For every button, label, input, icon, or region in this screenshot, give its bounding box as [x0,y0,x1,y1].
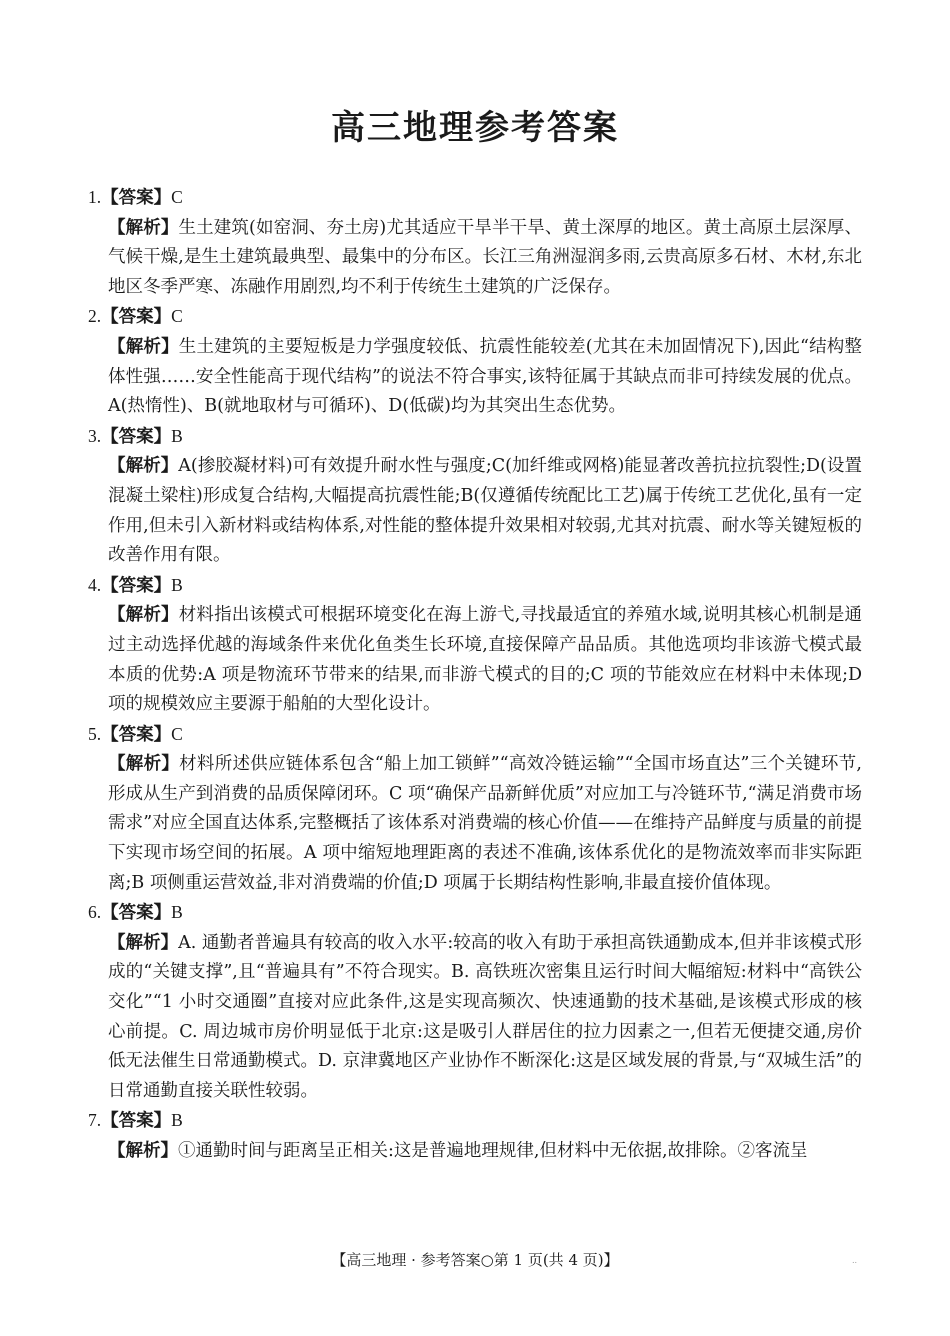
analysis-tag: 【解析】 [108,456,179,477]
answer-line [88,302,862,333]
analysis-paragraph [88,929,862,1107]
analysis-text: 材料指出该模式可根据环境变化在海上游弋,寻找最适宜的养殖水域,说明其核心机制是通过主动选择优越的海域条件来优化鱼类生长环境,直接保障产品品质。其他选项均非该游弋模式最本质的优势:A 项是物流环节带来的结果,而非游弋模式的目的;C 项的节能效应在材料中未体现;D 项的规模效应主要源于船舶的大型化设计。 [108,605,862,715]
answer-tag: 【答案】 [101,1111,172,1132]
analysis-text: ①通勤时间与距离呈正相关:这是普遍地理规律,但材料中无依据,故排除。②客流呈 [178,1141,808,1161]
analysis-paragraph [88,333,862,422]
answer-tag: 【答案】 [101,188,172,208]
question-number: 3. [88,425,102,446]
answer-item [88,571,862,720]
footer-mark: .. [852,1256,858,1265]
page-title: 高三地理参考答案 [331,108,619,148]
analysis-tag: 【解析】 [108,754,180,775]
analysis-text: 生土建筑的主要短板是力学强度较低、抗震性能较差(尤其在未加固情况下),因此“结构整体性强……安全性能高于现代结构”的说法不符合事实,该特征属于其缺点而非可持续发展的优点。A(热惰性)、B(就地取材与可循环)、D(低碳)均为其突出生态优势。 [108,336,862,417]
answer-tag: 【答案】 [101,724,172,745]
answer-line [88,1106,862,1137]
answer-choice: B [171,425,183,446]
answer-line [88,422,862,453]
answer-line [88,571,862,602]
answer-choice: B [171,1110,183,1131]
answer-line [88,720,862,751]
question-number: 4. [88,574,102,595]
analysis-text: A(掺胶凝材料)可有效提升耐水性与强度;C(加纤维或网格)能显著改善抗拉抗裂性;D(设置混凝土梁柱)形成复合结构,大幅提高抗震性能;B(仅遵循传统配比工艺)属于传统工艺优化,虽有一定作用,但未引入新材料或结构体系,对性能的整体提升效果相对较弱,尤其对抗震、耐水等关键短板的改善作用有限。 [108,456,862,566]
answer-tag: 【答案】 [101,426,172,447]
question-number: 2. [88,306,102,327]
answer-choice: B [171,574,183,595]
analysis-text: 材料所述供应链体系包含“船上加工锁鲜”“高效冷链运输”“全国市场直达”三个关键环节,形成从生产到消费的品质保障闭环。C 项“确保产品新鲜优质”对应加工与冷链环节,“满足消费市场需求”对应全国直达体系,完整概括了该体系对消费端的核心价值——在维持产品鲜度与质量的前提下实现市场空间的拓展。A 项中缩短地理距离的表述不准确,该体系优化的是物流效率而非实际距离;B 项侧重运营效益,非对消费端的价值;D 项属于长期结构性影响,非最直接价值体现。 [108,754,862,893]
answer-list [88,183,862,1167]
answer-line [88,183,862,214]
question-number: 5. [88,723,102,744]
answer-choice: C [171,723,183,744]
answer-tag: 【答案】 [101,307,172,328]
answer-tag: 【答案】 [101,903,172,924]
analysis-tag: 【解析】 [108,217,179,238]
question-number: 6. [88,902,102,923]
question-number: 7. [88,1110,102,1131]
answer-choice: B [171,902,183,923]
analysis-tag: 【解析】 [108,932,179,953]
answer-choice: C [171,187,183,207]
analysis-tag: 【解析】 [108,336,179,357]
analysis-paragraph [88,750,862,898]
analysis-paragraph [88,452,862,570]
analysis-tag: 【解析】 [108,605,179,626]
answer-choice: C [171,306,183,327]
answer-item [88,898,862,1106]
analysis-tag: 【解析】 [108,1141,178,1161]
analysis-paragraph [88,214,862,303]
answer-line [88,898,862,929]
answer-item [88,422,862,571]
answer-tag: 【答案】 [101,575,172,596]
answer-item [88,1106,862,1166]
analysis-text: 生土建筑(如窑洞、夯土房)尤其适应干旱半干旱、黄土深厚的地区。黄土高原土层深厚、气候干燥,是生土建筑最典型、最集中的分布区。长江三角洲湿润多雨,云贵高原多石材、木材,东北地区冬季严寒、冻融作用剧烈,均不利于传统生土建筑的广泛保存。 [108,217,862,297]
analysis-paragraph [88,601,862,719]
question-number: 1. [88,187,102,207]
answer-item [88,302,862,421]
answer-item [88,183,862,302]
page-footer: 【高三地理 · 参考答案○第 1 页(共 4 页)】 [331,1251,619,1269]
analysis-text: A. 通勤者普遍具有较高的收入水平:较高的收入有助于承担高铁通勤成本,但并非该模式形成的“关键支撑”,且“普遍具有”不符合现实。B. 高铁班次密集且运行时间大幅缩短:材料中“高铁公交化”“1 小时交通圈”直接对应此条件,这是实现高频次、快速通勤的技术基础,是该模式形成的核心前提。C. 周边城市房价明显低于北京:这是吸引人群居住的拉力因素之一,但若无便捷交通,房价低无法催生日常通勤模式。D. 京津冀地区产业协作不断深化:这是区域发展的背景,与“双城生活”的日常通勤直接关联性较弱。 [108,932,862,1101]
analysis-paragraph [88,1137,862,1167]
answer-item [88,720,862,899]
